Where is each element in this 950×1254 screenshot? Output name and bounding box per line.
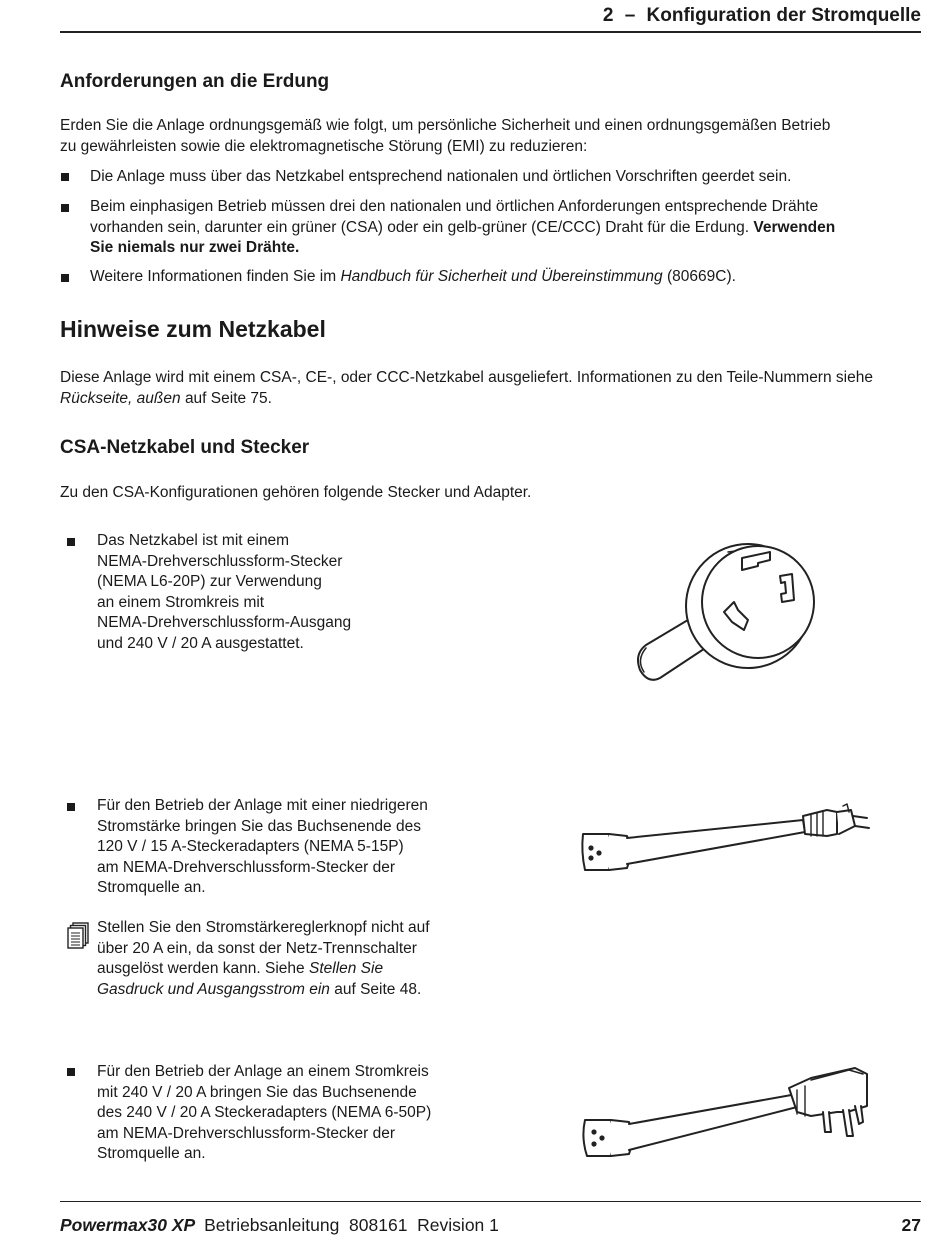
csa-heading: CSA-Netzkabel und Stecker: [60, 437, 310, 458]
csa-intro: Zu den CSA-Konfigurationen gehören folgende Stecker und Adapter.: [60, 484, 532, 501]
product-name: Powermax30 XP: [60, 1215, 196, 1235]
bullet-line: [90, 218, 835, 239]
note-text: [97, 918, 430, 1000]
item-line: NEMA-Drehverschlussform-Stecker: [97, 552, 343, 570]
grounding-intro-line: Erden Sie die Anlage ordnungsgemäß wie folgt, um persönliche Sicherheit und einen ordnungsgemäßen Betrieb: [60, 117, 831, 134]
item-line: Stromquelle an.: [97, 1145, 206, 1162]
manual-reference: Handbuch für Sicherheit und Übereinstimmung: [340, 268, 663, 285]
item-line: mit 240 V / 20 A bringen Sie das Buchsenende: [97, 1083, 417, 1101]
item-line: Stromstärke bringen Sie das Buchsenende des: [97, 817, 421, 835]
note-line: über 20 A ein, da sonst der Netz-Trennschalter: [97, 939, 417, 957]
manual-info: Betriebsanleitung 808161 Revision 1: [204, 1215, 499, 1235]
bullet-line: Beim einphasigen Betrieb müssen drei den nationalen und örtlichen Anforderungen entsprechende Drähte: [90, 198, 819, 215]
grounding-bullet-2: [90, 197, 835, 259]
bullet-marker: [67, 803, 75, 811]
bullet-marker: [67, 1068, 75, 1076]
grounding-bullet-1: Die Anlage muss über das Netzkabel entsprechend nationalen und örtlichen Vorschriften geerdet sein.: [90, 168, 792, 185]
csa-item-3: [97, 1062, 431, 1165]
note-span: ausgelöst werden kann. Siehe: [97, 960, 305, 977]
bullet-marker: [61, 173, 69, 181]
footer-doc-info: [60, 1215, 499, 1236]
adapter-5-15p-illustration: [575, 800, 875, 880]
cord-paragraph-line: Diese Anlage wird mit einem CSA-, CE-, oder CCC-Netzkabel ausgeliefert. Informationen zu den Teile-Nummern siehe: [60, 369, 873, 386]
chapter-dash: –: [624, 5, 636, 26]
item-line: Für den Betrieb der Anlage mit einer niedrigeren: [97, 797, 428, 814]
note-icon: [67, 922, 91, 950]
item-line: am NEMA-Drehverschlussform-Stecker der: [97, 1124, 396, 1142]
item-line: des 240 V / 20 A Steckeradapters (NEMA 6-50P): [97, 1104, 432, 1121]
item-line: NEMA-Drehverschlussform-Ausgang: [97, 614, 352, 631]
bullet-marker: [61, 204, 69, 212]
grounding-bullet-3: [90, 267, 736, 288]
item-line: am NEMA-Drehverschlussform-Stecker der: [97, 858, 396, 876]
note-line: [97, 980, 430, 1001]
cord-text: auf Seite 75.: [184, 389, 272, 407]
bullet-bold-text: Verwenden: [753, 218, 836, 236]
csa-item-2: [97, 796, 428, 899]
header-rule: [60, 31, 921, 33]
cross-reference: Stellen Sie: [308, 960, 384, 977]
bullet-text: (80669C).: [666, 268, 736, 285]
chapter-number: 2: [602, 5, 614, 26]
item-line: und 240 V / 20 A ausgestattet.: [97, 634, 304, 652]
note-span: auf Seite 48.: [334, 980, 422, 998]
item-line: (NEMA L6-20P) zur Verwendung: [97, 573, 322, 590]
item-line: Das Netzkabel ist mit einem: [97, 532, 290, 549]
bullet-marker: [67, 538, 75, 546]
item-line: Stromquelle an.: [97, 879, 206, 896]
running-header: [603, 5, 921, 27]
grounding-intro: [60, 116, 830, 157]
grounding-intro-line: zu gewährleisten sowie die elektromagnetische Störung (EMI) zu reduzieren:: [60, 137, 588, 155]
bullet-bold-text: Sie niemals nur zwei Drähte.: [90, 239, 300, 256]
item-line: 120 V / 15 A-Steckeradapters (NEMA 5-15P): [97, 838, 404, 855]
note-line: [97, 959, 430, 980]
bullet-line: [90, 238, 835, 259]
cross-reference: Rückseite, außen: [60, 389, 181, 407]
cord-paragraph: [60, 368, 873, 409]
page-number: 27: [901, 1215, 921, 1235]
grounding-heading: Anforderungen an die Erdung: [60, 71, 330, 92]
twist-lock-plug-illustration: [630, 530, 870, 690]
item-line: Für den Betrieb der Anlage an einem Stromkreis: [97, 1063, 429, 1080]
footer-rule: [60, 1201, 921, 1202]
cord-heading: Hinweise zum Netzkabel: [60, 316, 326, 342]
adapter-6-50p-illustration: [575, 1060, 875, 1170]
bullet-text: Weitere Informationen finden Sie im: [90, 268, 337, 285]
cord-paragraph-line: [60, 389, 873, 410]
bullet-marker: [61, 274, 69, 282]
note-line: Stellen Sie den Stromstärkereglerknopf nicht auf: [97, 919, 430, 936]
chapter-title: Konfiguration der Stromquelle: [646, 5, 921, 26]
bullet-text: vorhanden sein, darunter ein grüner (CSA) oder ein gelb-grüner (CE/CCC) Draht für die Erdung.: [90, 218, 750, 236]
item-line: an einem Stromkreis mit: [97, 593, 265, 611]
cross-reference: Gasdruck und Ausgangsstrom ein: [97, 980, 330, 998]
csa-item-1: [97, 531, 351, 654]
